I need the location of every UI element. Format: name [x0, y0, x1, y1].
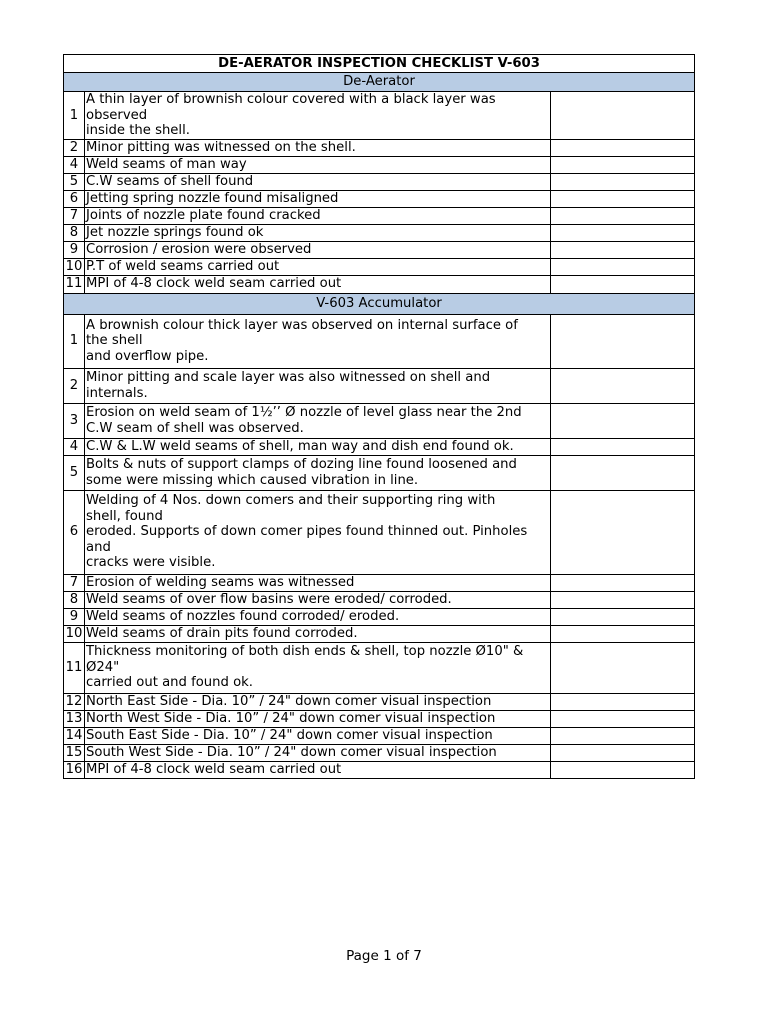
item-number: 9	[64, 241, 85, 258]
item-description: Minor pitting and scale layer was also witnessed on shell and internals.	[85, 368, 551, 403]
item-number: 8	[64, 224, 85, 241]
result-cell[interactable]	[551, 275, 695, 293]
item-description: North West Side - Dia. 10” / 24" down comer visual inspection	[85, 710, 551, 727]
result-cell[interactable]	[551, 744, 695, 761]
result-cell[interactable]	[551, 139, 695, 156]
result-cell[interactable]	[551, 490, 695, 574]
item-number: 5	[64, 455, 85, 490]
item-number: 1	[64, 92, 85, 140]
item-number: 13	[64, 710, 85, 727]
result-cell[interactable]	[551, 727, 695, 744]
table-row	[64, 403, 695, 438]
table-row	[64, 173, 695, 190]
item-description: Joints of nozzle plate found cracked	[85, 207, 551, 224]
item-description: Weld seams of drain pits found corroded.	[85, 625, 551, 642]
table-row	[64, 744, 695, 761]
item-number: 1	[64, 314, 85, 368]
item-description: South East Side - Dia. 10” / 24" down comer visual inspection	[85, 727, 551, 744]
item-number: 5	[64, 173, 85, 190]
result-cell[interactable]	[551, 574, 695, 591]
table-row	[64, 139, 695, 156]
result-cell[interactable]	[551, 190, 695, 207]
table-row	[64, 92, 695, 140]
item-description: Jetting spring nozzle found misaligned	[85, 190, 551, 207]
item-number: 4	[64, 156, 85, 173]
result-cell[interactable]	[551, 693, 695, 710]
table-row	[64, 190, 695, 207]
item-number: 10	[64, 258, 85, 275]
item-number: 11	[64, 275, 85, 293]
table-row	[64, 438, 695, 455]
result-cell[interactable]	[551, 207, 695, 224]
table-row	[64, 625, 695, 642]
section-heading: V-603 Accumulator	[64, 293, 695, 314]
item-number: 16	[64, 761, 85, 778]
section-header-row	[64, 73, 695, 92]
result-cell[interactable]	[551, 156, 695, 173]
result-cell[interactable]	[551, 368, 695, 403]
checklist-title: DE-AERATOR INSPECTION CHECKLIST V-603	[64, 55, 695, 73]
item-description: C.W & L.W weld seams of shell, man way and dish end found ok.	[85, 438, 551, 455]
table-row	[64, 693, 695, 710]
table-row	[64, 710, 695, 727]
item-description: Bolts & nuts of support clamps of dozing line found loosened and some were missing which caused vibration in line.	[85, 455, 551, 490]
result-cell[interactable]	[551, 761, 695, 778]
result-cell[interactable]	[551, 92, 695, 140]
item-number: 4	[64, 438, 85, 455]
result-cell[interactable]	[551, 608, 695, 625]
table-row	[64, 275, 695, 293]
item-description: Weld seams of over flow basins were eroded/ corroded.	[85, 591, 551, 608]
result-cell[interactable]	[551, 642, 695, 693]
result-cell[interactable]	[551, 314, 695, 368]
item-number: 3	[64, 403, 85, 438]
item-number: 7	[64, 207, 85, 224]
item-description: A brownish colour thick layer was observed on internal surface of the shell and overflow pipe.	[85, 314, 551, 368]
item-description: Weld seams of nozzles found corroded/ eroded.	[85, 608, 551, 625]
item-description: Corrosion / erosion were observed	[85, 241, 551, 258]
item-number: 12	[64, 693, 85, 710]
table-row	[64, 608, 695, 625]
table-row	[64, 258, 695, 275]
item-description: C.W seams of shell found	[85, 173, 551, 190]
table-row	[64, 574, 695, 591]
item-description: MPI of 4-8 clock weld seam carried out	[85, 275, 551, 293]
result-cell[interactable]	[551, 625, 695, 642]
item-description: South West Side - Dia. 10” / 24" down comer visual inspection	[85, 744, 551, 761]
item-description: Erosion of welding seams was witnessed	[85, 574, 551, 591]
result-cell[interactable]	[551, 403, 695, 438]
table-row	[64, 490, 695, 574]
table-row	[64, 368, 695, 403]
item-description: Minor pitting was witnessed on the shell.	[85, 139, 551, 156]
inspection-checklist-table	[63, 54, 695, 779]
table-row	[64, 314, 695, 368]
table-row	[64, 224, 695, 241]
item-number: 10	[64, 625, 85, 642]
item-number: 11	[64, 642, 85, 693]
table-row	[64, 455, 695, 490]
page-number: Page 1 of 7	[346, 948, 422, 964]
result-cell[interactable]	[551, 591, 695, 608]
item-description: Erosion on weld seam of 1½’’ Ø nozzle of level glass near the 2nd C.W seam of shell was observed.	[85, 403, 551, 438]
item-number: 9	[64, 608, 85, 625]
item-number: 2	[64, 368, 85, 403]
table-row	[64, 642, 695, 693]
result-cell[interactable]	[551, 241, 695, 258]
item-description: North East Side - Dia. 10” / 24" down comer visual inspection	[85, 693, 551, 710]
item-number: 7	[64, 574, 85, 591]
item-description: A thin layer of brownish colour covered with a black layer was observed inside the shell.	[85, 92, 551, 140]
item-number: 14	[64, 727, 85, 744]
item-description: Weld seams of man way	[85, 156, 551, 173]
table-row	[64, 591, 695, 608]
item-description: MPI of 4-8 clock weld seam carried out	[85, 761, 551, 778]
result-cell[interactable]	[551, 455, 695, 490]
item-number: 6	[64, 190, 85, 207]
section-heading: De-Aerator	[64, 73, 695, 92]
checklist-title-row	[64, 55, 695, 73]
table-row	[64, 207, 695, 224]
result-cell[interactable]	[551, 173, 695, 190]
table-row	[64, 761, 695, 778]
item-number: 6	[64, 490, 85, 574]
table-row	[64, 241, 695, 258]
item-number: 2	[64, 139, 85, 156]
item-description: Welding of 4 Nos. down comers and their supporting ring with shell, found eroded. Supports of down comer pipes found thinned out. Pinholes and cracks were visible.	[85, 490, 551, 574]
result-cell[interactable]	[551, 224, 695, 241]
result-cell[interactable]	[551, 438, 695, 455]
table-row	[64, 156, 695, 173]
item-description: Jet nozzle springs found ok	[85, 224, 551, 241]
item-description: P.T of weld seams carried out	[85, 258, 551, 275]
result-cell[interactable]	[551, 710, 695, 727]
item-number: 8	[64, 591, 85, 608]
table-row	[64, 727, 695, 744]
item-number: 15	[64, 744, 85, 761]
item-description: Thickness monitoring of both dish ends & shell, top nozzle Ø10" & Ø24" carried out and found ok.	[85, 642, 551, 693]
result-cell[interactable]	[551, 258, 695, 275]
section-header-row	[64, 293, 695, 314]
